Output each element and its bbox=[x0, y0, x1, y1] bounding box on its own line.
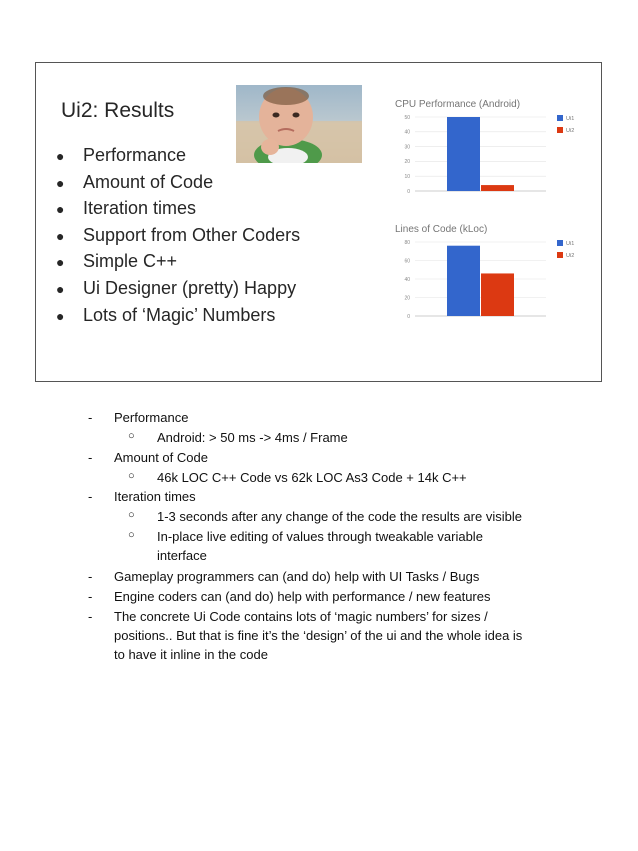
note-circle: ○ bbox=[128, 529, 135, 541]
bar-ui1 bbox=[447, 117, 480, 191]
bullet-item bbox=[56, 143, 300, 170]
note-dash: - bbox=[88, 569, 93, 584]
bullet-dot: ● bbox=[56, 148, 65, 164]
bullet-item bbox=[56, 276, 300, 303]
y-tick-label: 30 bbox=[404, 144, 410, 151]
bullet-item bbox=[56, 223, 300, 250]
legend-swatch bbox=[557, 115, 563, 121]
bullet-dot: ● bbox=[56, 307, 65, 324]
note-dash: - bbox=[88, 450, 93, 465]
y-tick-label: 80 bbox=[404, 239, 410, 246]
cpu-performance-chart bbox=[393, 95, 593, 205]
note-subtext: In-place live editing of values through tweakable variable bbox=[157, 529, 483, 544]
chart-svg bbox=[393, 220, 593, 330]
legend-label: Ui2 bbox=[566, 128, 575, 135]
chart-svg bbox=[393, 95, 593, 205]
chart-title: CPU Performance (Android) bbox=[395, 99, 521, 110]
y-tick-label: 0 bbox=[407, 313, 410, 320]
chart-title: Lines of Code (kLoc) bbox=[395, 224, 488, 235]
note-text: Performance bbox=[114, 410, 189, 425]
legend-swatch bbox=[557, 252, 563, 258]
legend-label: Ui2 bbox=[566, 253, 575, 260]
bullet-text: Support from Other Coders bbox=[83, 224, 301, 245]
note-subtext: Android: > 50 ms -> 4ms / Frame bbox=[157, 430, 348, 445]
note-dash: - bbox=[88, 410, 93, 425]
note-text: The concrete Ui Code contains lots of ‘magic numbers’ for sizes / bbox=[114, 609, 488, 624]
bullet-text: Performance bbox=[83, 145, 187, 165]
note-text: positions.. But that is fine it’s the ‘design’ of the ui and the whole idea is bbox=[114, 628, 523, 643]
legend-swatch bbox=[557, 240, 563, 246]
note-dash: - bbox=[88, 609, 93, 624]
slide bbox=[35, 62, 602, 382]
note-subtext: interface bbox=[157, 548, 207, 563]
y-tick-label: 60 bbox=[404, 258, 410, 265]
bar-ui1 bbox=[447, 246, 480, 316]
note-text: Iteration times bbox=[114, 489, 196, 504]
bullet-dot: ● bbox=[56, 280, 65, 297]
bullet-dot: ● bbox=[56, 254, 65, 271]
note-dash: - bbox=[88, 589, 93, 604]
bullet-text: Iteration times bbox=[83, 198, 197, 219]
bullet-dot: ● bbox=[56, 201, 65, 218]
y-tick-label: 40 bbox=[404, 276, 410, 283]
bullet-dot: ● bbox=[56, 227, 65, 244]
note-circle: ○ bbox=[128, 470, 135, 482]
note-text: Gameplay programmers can (and do) help with UI Tasks / Bugs bbox=[114, 569, 480, 584]
legend-label: Ui1 bbox=[566, 241, 575, 248]
y-tick-label: 10 bbox=[404, 174, 410, 180]
note-subtext: 46k LOC C++ Code vs 62k LOC As3 Code + 14k C++ bbox=[157, 470, 467, 485]
note-subtext: 1-3 seconds after any change of the code the results are visible bbox=[157, 509, 522, 524]
slide-title: Ui2: Results bbox=[61, 99, 175, 122]
y-tick-label: 20 bbox=[404, 159, 410, 166]
legend-label: Ui1 bbox=[566, 116, 575, 123]
bullet-item bbox=[56, 303, 300, 330]
bullet-list bbox=[56, 143, 300, 329]
bar-ui2 bbox=[481, 185, 514, 191]
note-text: to have it inline in the code bbox=[114, 647, 268, 662]
y-tick-label: 50 bbox=[404, 114, 410, 121]
bar-ui2 bbox=[481, 273, 514, 316]
bullet-item bbox=[56, 170, 300, 197]
bullet-text: Simple C++ bbox=[83, 251, 178, 272]
y-tick-label: 20 bbox=[404, 295, 410, 302]
note-text: Amount of Code bbox=[114, 450, 208, 465]
note-circle: ○ bbox=[128, 430, 135, 442]
note-text: Engine coders can (and do) help with performance / new features bbox=[114, 589, 491, 604]
y-tick-label: 0 bbox=[407, 188, 410, 195]
bullet-item bbox=[56, 196, 300, 223]
note-circle: ○ bbox=[128, 509, 135, 521]
bullet-text: Amount of Code bbox=[83, 171, 214, 192]
note-dash: - bbox=[88, 489, 93, 504]
bullet-dot: ● bbox=[56, 174, 65, 191]
legend-swatch bbox=[557, 127, 563, 133]
bullet-item bbox=[56, 249, 300, 276]
bullet-text: Lots of ‘Magic’ Numbers bbox=[83, 304, 276, 325]
lines-of-code-chart bbox=[393, 220, 593, 330]
y-tick-label: 40 bbox=[404, 129, 410, 136]
bullet-text: Ui Designer (pretty) Happy bbox=[83, 277, 297, 298]
